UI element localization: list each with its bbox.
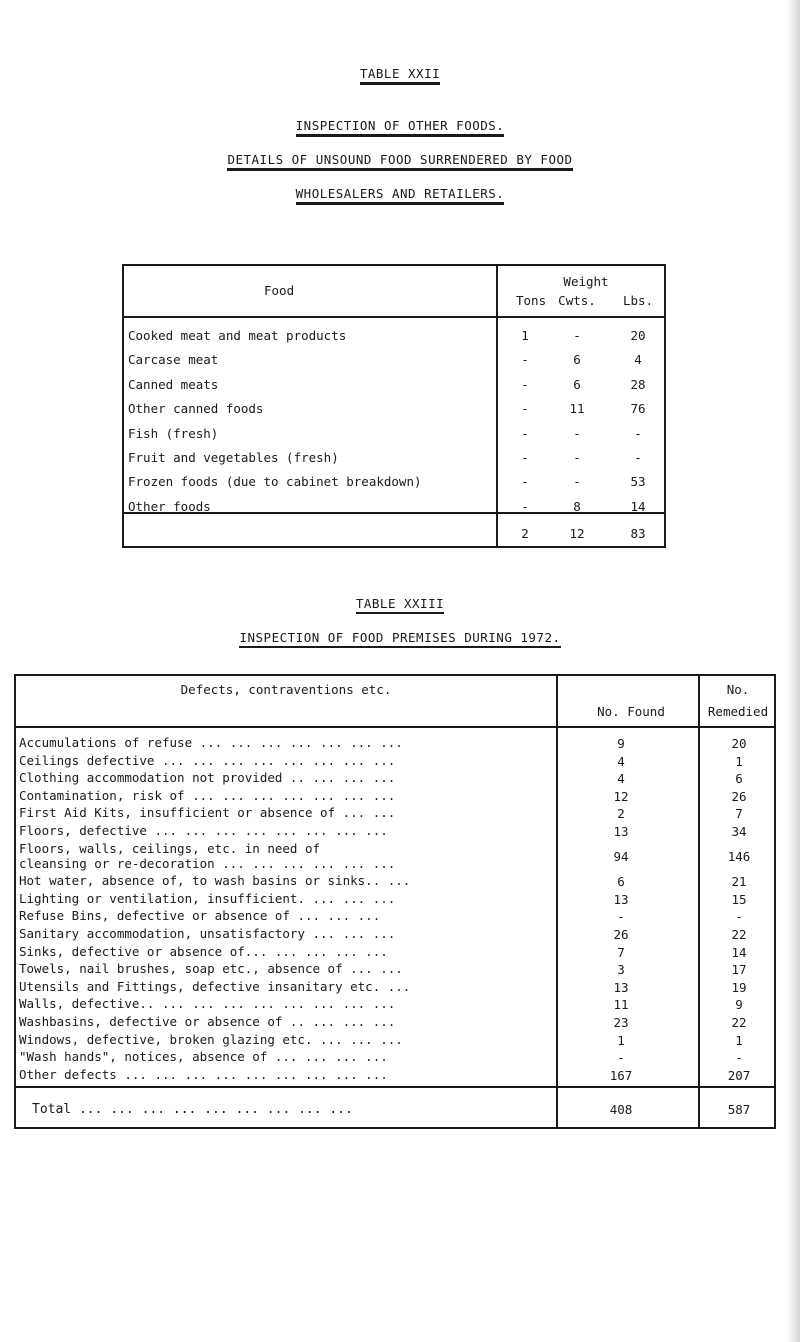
remedied-count: 1 (735, 1032, 743, 1048)
defect-label: Ceilings defective ... ... ... ... ... ... ... ... (19, 753, 396, 768)
cwts-cell: 11 (569, 401, 585, 417)
defect-label: First Aid Kits, insufficient or absence of ... ... (19, 806, 396, 821)
found-count: 23 (613, 1015, 629, 1030)
cwts-cell: 6 (573, 376, 581, 392)
defect-label: Other defects ... ... ... ... ... ... ... ... ... (19, 1067, 388, 1082)
remedied-count: 207 (727, 1067, 751, 1083)
food-name-cell: Canned meats (128, 376, 219, 392)
remedied-count: - (735, 1050, 743, 1066)
defects-column-header: Defects, contraventions etc. (180, 682, 392, 697)
remedied-count: 14 (731, 944, 747, 960)
tons-cell: - (521, 376, 529, 392)
found-count: 2 (617, 806, 625, 822)
total-label: Total ... ... ... ... ... ... ... ... ... (32, 1102, 353, 1117)
lbs-cell: 28 (630, 376, 646, 392)
lbs-cell: 4 (634, 352, 642, 368)
defect-label: Floors, defective ... ... ... ... ... ... ... ... (19, 824, 388, 838)
remedied-count: - (735, 909, 743, 925)
found-count: 26 (613, 927, 629, 942)
found-count: 4 (617, 771, 625, 787)
defect-label-continued: cleansing or re-decoration ... ... ... ... ... ... (19, 856, 396, 871)
remedied-count: 6 (735, 771, 743, 787)
defect-label: Utensils and Fittings, defective insanitary etc. ... (19, 979, 411, 994)
cwts-cell: - (573, 450, 581, 465)
found-count: 1 (617, 1032, 625, 1048)
remedied-count: 7 (735, 806, 743, 822)
tons-cell: - (521, 425, 529, 441)
food-column-header: Food (264, 283, 295, 298)
cwts-cell: - (573, 425, 581, 441)
total-cwts: 12 (569, 526, 585, 541)
table22-subtitle: INSPECTION OF OTHER FOODS. (0, 118, 800, 133)
table22-column-divider (496, 266, 498, 546)
remedied-count: 1 (735, 753, 743, 769)
defect-label: Washbasins, defective or absence of .. ... ... ... (19, 1015, 396, 1029)
page-edge-shadow (786, 0, 800, 1342)
remedied-count: 26 (731, 788, 747, 804)
total-found: 408 (609, 1102, 633, 1117)
found-count: 3 (617, 962, 625, 978)
food-name-cell: Frozen foods (due to cabinet breakdown) (128, 474, 422, 490)
tons-column-header: Tons (516, 293, 547, 308)
food-name-cell: Other foods (128, 498, 211, 514)
table23-title: TABLE XXIII (0, 596, 800, 611)
food-name-cell: Other canned foods (128, 401, 264, 417)
table22-heading-line1: DETAILS OF UNSOUND FOOD SURRENDERED BY FOOD (0, 152, 800, 167)
total-remedied: 587 (727, 1102, 751, 1117)
defect-label: Sinks, defective or absence of... ... ... ... ... (19, 944, 388, 959)
food-name-cell: Fish (fresh) (128, 425, 219, 441)
lbs-cell: 14 (630, 498, 646, 514)
table22-title: TABLE XXII (0, 66, 800, 81)
lbs-cell: - (634, 425, 642, 441)
cwts-cell: - (573, 328, 581, 343)
defect-label: Windows, defective, broken glazing etc. ... ... ... (19, 1032, 403, 1047)
remedied-count: 20 (731, 736, 747, 751)
defect-label: Clothing accommodation not provided .. ... ... ... (19, 771, 396, 786)
tons-cell: - (521, 498, 529, 514)
remedied-count: 15 (731, 891, 747, 907)
table22-header-rule (124, 316, 664, 318)
food-name-cell: Cooked meat and meat products (128, 328, 347, 343)
found-count: 4 (617, 753, 625, 769)
defect-label: Lighting or ventilation, insufficient. ... ... ... (19, 891, 396, 906)
table23-divider-2 (698, 676, 700, 1127)
defect-label: Hot water, absence of, to wash basins or sinks.. ... (19, 874, 411, 889)
remedied-count: 9 (735, 997, 743, 1013)
remedied-count: 22 (731, 1015, 747, 1030)
found-count: - (617, 909, 625, 925)
food-name-cell: Carcase meat (128, 352, 219, 368)
table23-header-rule (16, 726, 774, 728)
lbs-cell: 76 (630, 401, 646, 417)
found-count: 6 (617, 874, 625, 890)
remedied-count: 34 (731, 824, 747, 839)
lbs-cell: 20 (630, 328, 646, 343)
tons-cell: - (521, 474, 529, 490)
found-count: - (617, 1050, 625, 1066)
defect-label: Walls, defective.. ... ... ... ... ... ... ... ... (19, 997, 396, 1012)
defect-label: Towels, nail brushes, soap etc., absence of ... ... (19, 962, 403, 977)
lbs-cell: - (634, 450, 642, 465)
tons-cell: 1 (521, 328, 529, 343)
found-count: 11 (613, 997, 629, 1013)
found-count: 13 (613, 891, 629, 907)
defect-label: Contamination, risk of ... ... ... ... ... ... ... (19, 788, 396, 803)
weight-column-header: Weight (563, 274, 609, 289)
remedied-count: 22 (731, 927, 747, 942)
cwts-cell: - (573, 474, 581, 490)
food-name-cell: Fruit and vegetables (fresh) (128, 450, 339, 465)
defect-label: Refuse Bins, defective or absence of ... ... ... (19, 909, 381, 924)
cwts-cell: 8 (573, 498, 581, 514)
table23-subtitle: INSPECTION OF FOOD PREMISES DURING 1972. (0, 630, 800, 645)
table22-heading-line2: WHOLESALERS AND RETAILERS. (0, 186, 800, 201)
unsound-food-table (122, 264, 666, 548)
found-column-header: No. Found (597, 704, 665, 719)
found-count: 94 (613, 848, 629, 864)
remedied-column-header-line2: Remedied (707, 704, 769, 719)
found-count: 12 (613, 788, 629, 804)
remedied-count: 21 (731, 874, 747, 890)
found-count: 13 (613, 824, 629, 839)
total-lbs: 83 (630, 526, 646, 541)
lbs-cell: 53 (630, 474, 646, 490)
cwts-column-header: Cwts. (558, 293, 596, 308)
lbs-column-header: Lbs. (622, 293, 654, 308)
remedied-count: 146 (727, 848, 751, 864)
remedied-column-header-line1: No. (726, 682, 750, 697)
found-count: 7 (617, 944, 625, 960)
defect-label: Floors, walls, ceilings, etc. in need of (19, 841, 321, 856)
table23-divider-1 (556, 676, 558, 1127)
found-count: 9 (617, 736, 625, 751)
remedied-count: 19 (731, 979, 747, 995)
defect-label: Sanitary accommodation, unsatisfactory ... ... ... (19, 927, 396, 941)
cwts-cell: 6 (573, 352, 581, 368)
tons-cell: - (521, 450, 529, 465)
food-premises-table (14, 674, 776, 1129)
table23-total-rule (16, 1086, 774, 1088)
tons-cell: - (521, 352, 529, 368)
found-count: 13 (613, 979, 629, 995)
total-tons: 2 (521, 526, 529, 541)
defect-label: "Wash hands", notices, absence of ... ... ... ... (19, 1050, 388, 1065)
remedied-count: 17 (731, 962, 747, 978)
found-count: 167 (609, 1067, 633, 1083)
defect-label: Accumulations of refuse ... ... ... ... ... ... ... (19, 736, 403, 750)
tons-cell: - (521, 401, 529, 417)
